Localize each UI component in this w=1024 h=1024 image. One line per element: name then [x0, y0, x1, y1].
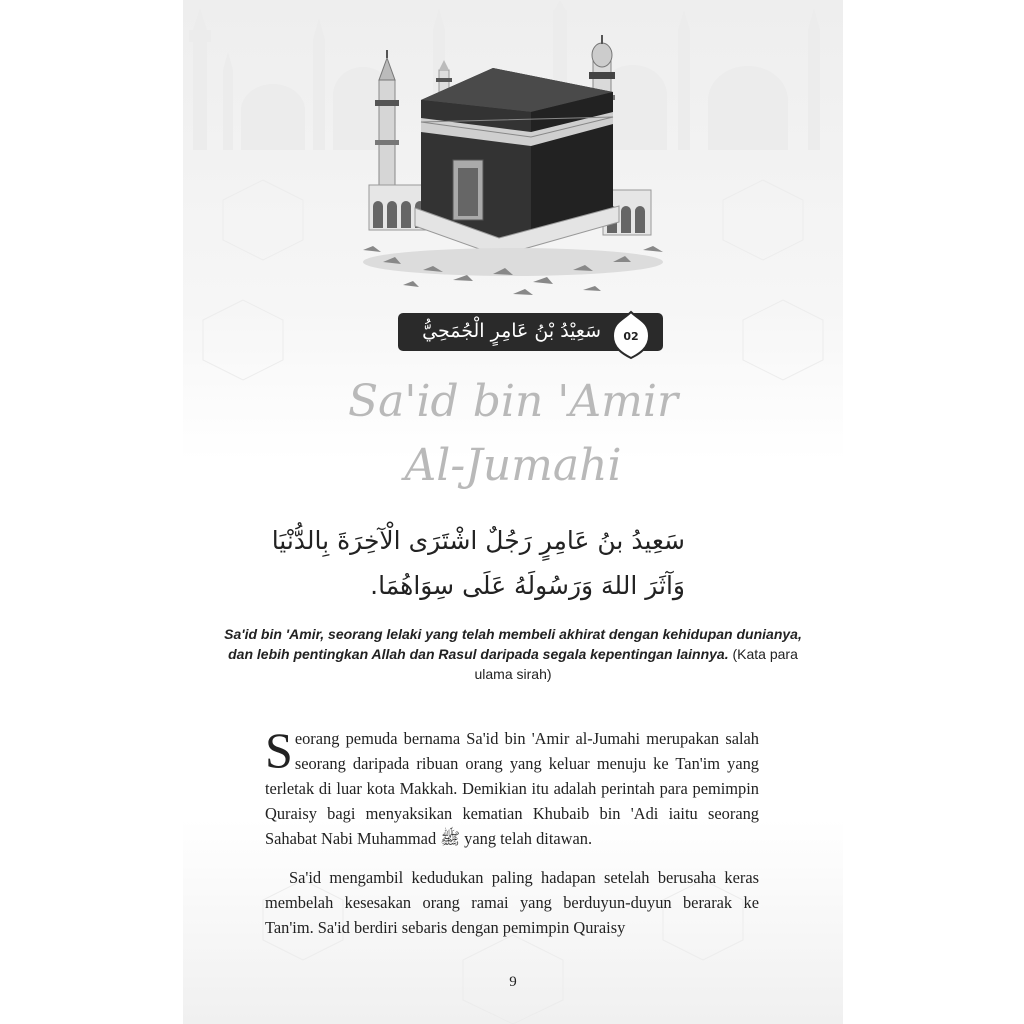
paragraph-2: Sa'id mengambil kedudukan paling hadapan setelah berusaha keras membelah kesesakan orang ramai yang berduyun-duyun berarak ke Tan'im. Sa'id berdiri sebaris dengan pemimpin Quraisy: [265, 868, 759, 937]
page-number: 9: [509, 974, 517, 990]
chapter-title: [183, 370, 843, 498]
quote-translation: [223, 624, 803, 684]
paragraph-1-text: eorang pemuda bernama Sa'id bin 'Amir al-Jumahi merupakan salah seorang daripada ribuan orang yang keluar menuju ke Tan'im yang terletak di luar kota Makkah. Demikian itu adalah perintah para pemimpin Quraisy bagi menyaksikan kematian Khubaib bin 'Adi iaitu seorang Sahabat Nabi Muhammad ﷺ yang telah ditawan.: [265, 729, 759, 848]
paragraph-1: [265, 722, 759, 851]
drop-cap: S: [265, 722, 293, 778]
kaaba-illustration: [183, 0, 843, 310]
chapter-number: 02: [623, 330, 639, 343]
quote-translation-text: Sa'id bin 'Amir, seorang lelaki yang telah membeli akhirat dengan kehidupan dunianya, dan lebih pentingkan Allah dan Rasul daripada segala kepentingan lainnya.: [224, 626, 802, 662]
arabic-quote: [265, 518, 685, 608]
book-page: [183, 0, 843, 1024]
arabic-quote-line2: وَآثَرَ اللهَ وَرَسُولَهُ عَلَى سِوَاهُمَا.: [370, 571, 685, 600]
chapter-arabic-name: سَعِيْدُ بْنُ عَامِرٍ الْجُمَحِيُّ: [422, 320, 601, 342]
chapter-title-line2: Al-Jumahi: [404, 440, 622, 491]
chapter-title-line1: Sa'id bin 'Amir: [348, 376, 678, 427]
arabic-quote-line1: سَعِيدُ بنُ عَامِرٍ رَجُلٌ اشْتَرَى الْآخِرَةَ بِالدُّنْيَا: [271, 526, 685, 555]
body-text: [265, 722, 759, 940]
quote-source: (Kata para ulama sirah): [474, 646, 798, 682]
